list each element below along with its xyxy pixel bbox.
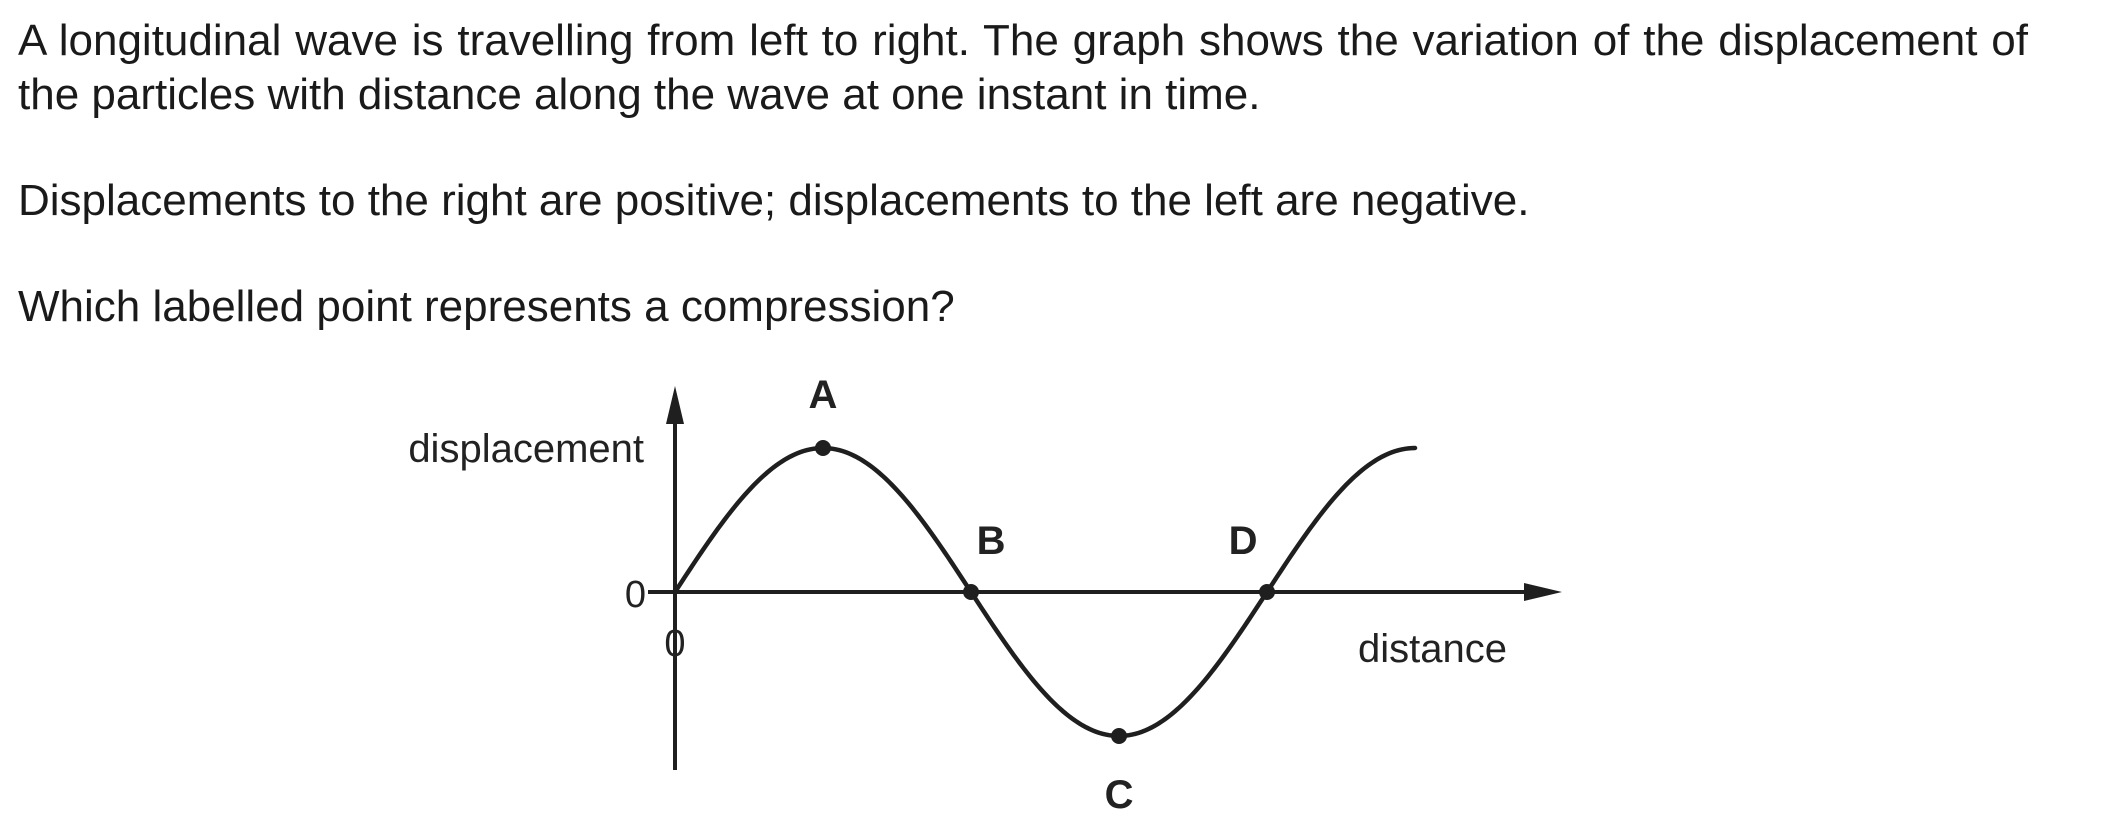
y-axis-arrow-icon [666,386,684,424]
x-origin-label: 0 [664,623,686,665]
point-b-marker [963,584,979,600]
question-prompt: Which labelled point represents a compression? [18,282,955,331]
point-a-label: A [808,373,838,417]
x-axis-arrow-icon [1524,583,1562,601]
point-c-label: C [1104,773,1134,817]
point-d-marker [1259,584,1275,600]
y-origin-label: 0 [624,574,646,616]
y-axis-label: displacement [408,427,644,471]
point-a-marker [815,440,831,456]
point-b-label: B [976,519,1006,563]
x-axis-label: distance [1358,627,1507,671]
point-d-label: D [1228,519,1258,563]
wave-points [809,373,1275,817]
point-c-marker [1111,728,1127,744]
question-intro: A longitudinal wave is travelling from left to right. The graph shows the variation of the displacement of the particles with distance along the wave at one instant in time. [18,16,2028,119]
question-convention: Displacements to the right are positive; displacements to the left are negative. [18,176,1530,225]
